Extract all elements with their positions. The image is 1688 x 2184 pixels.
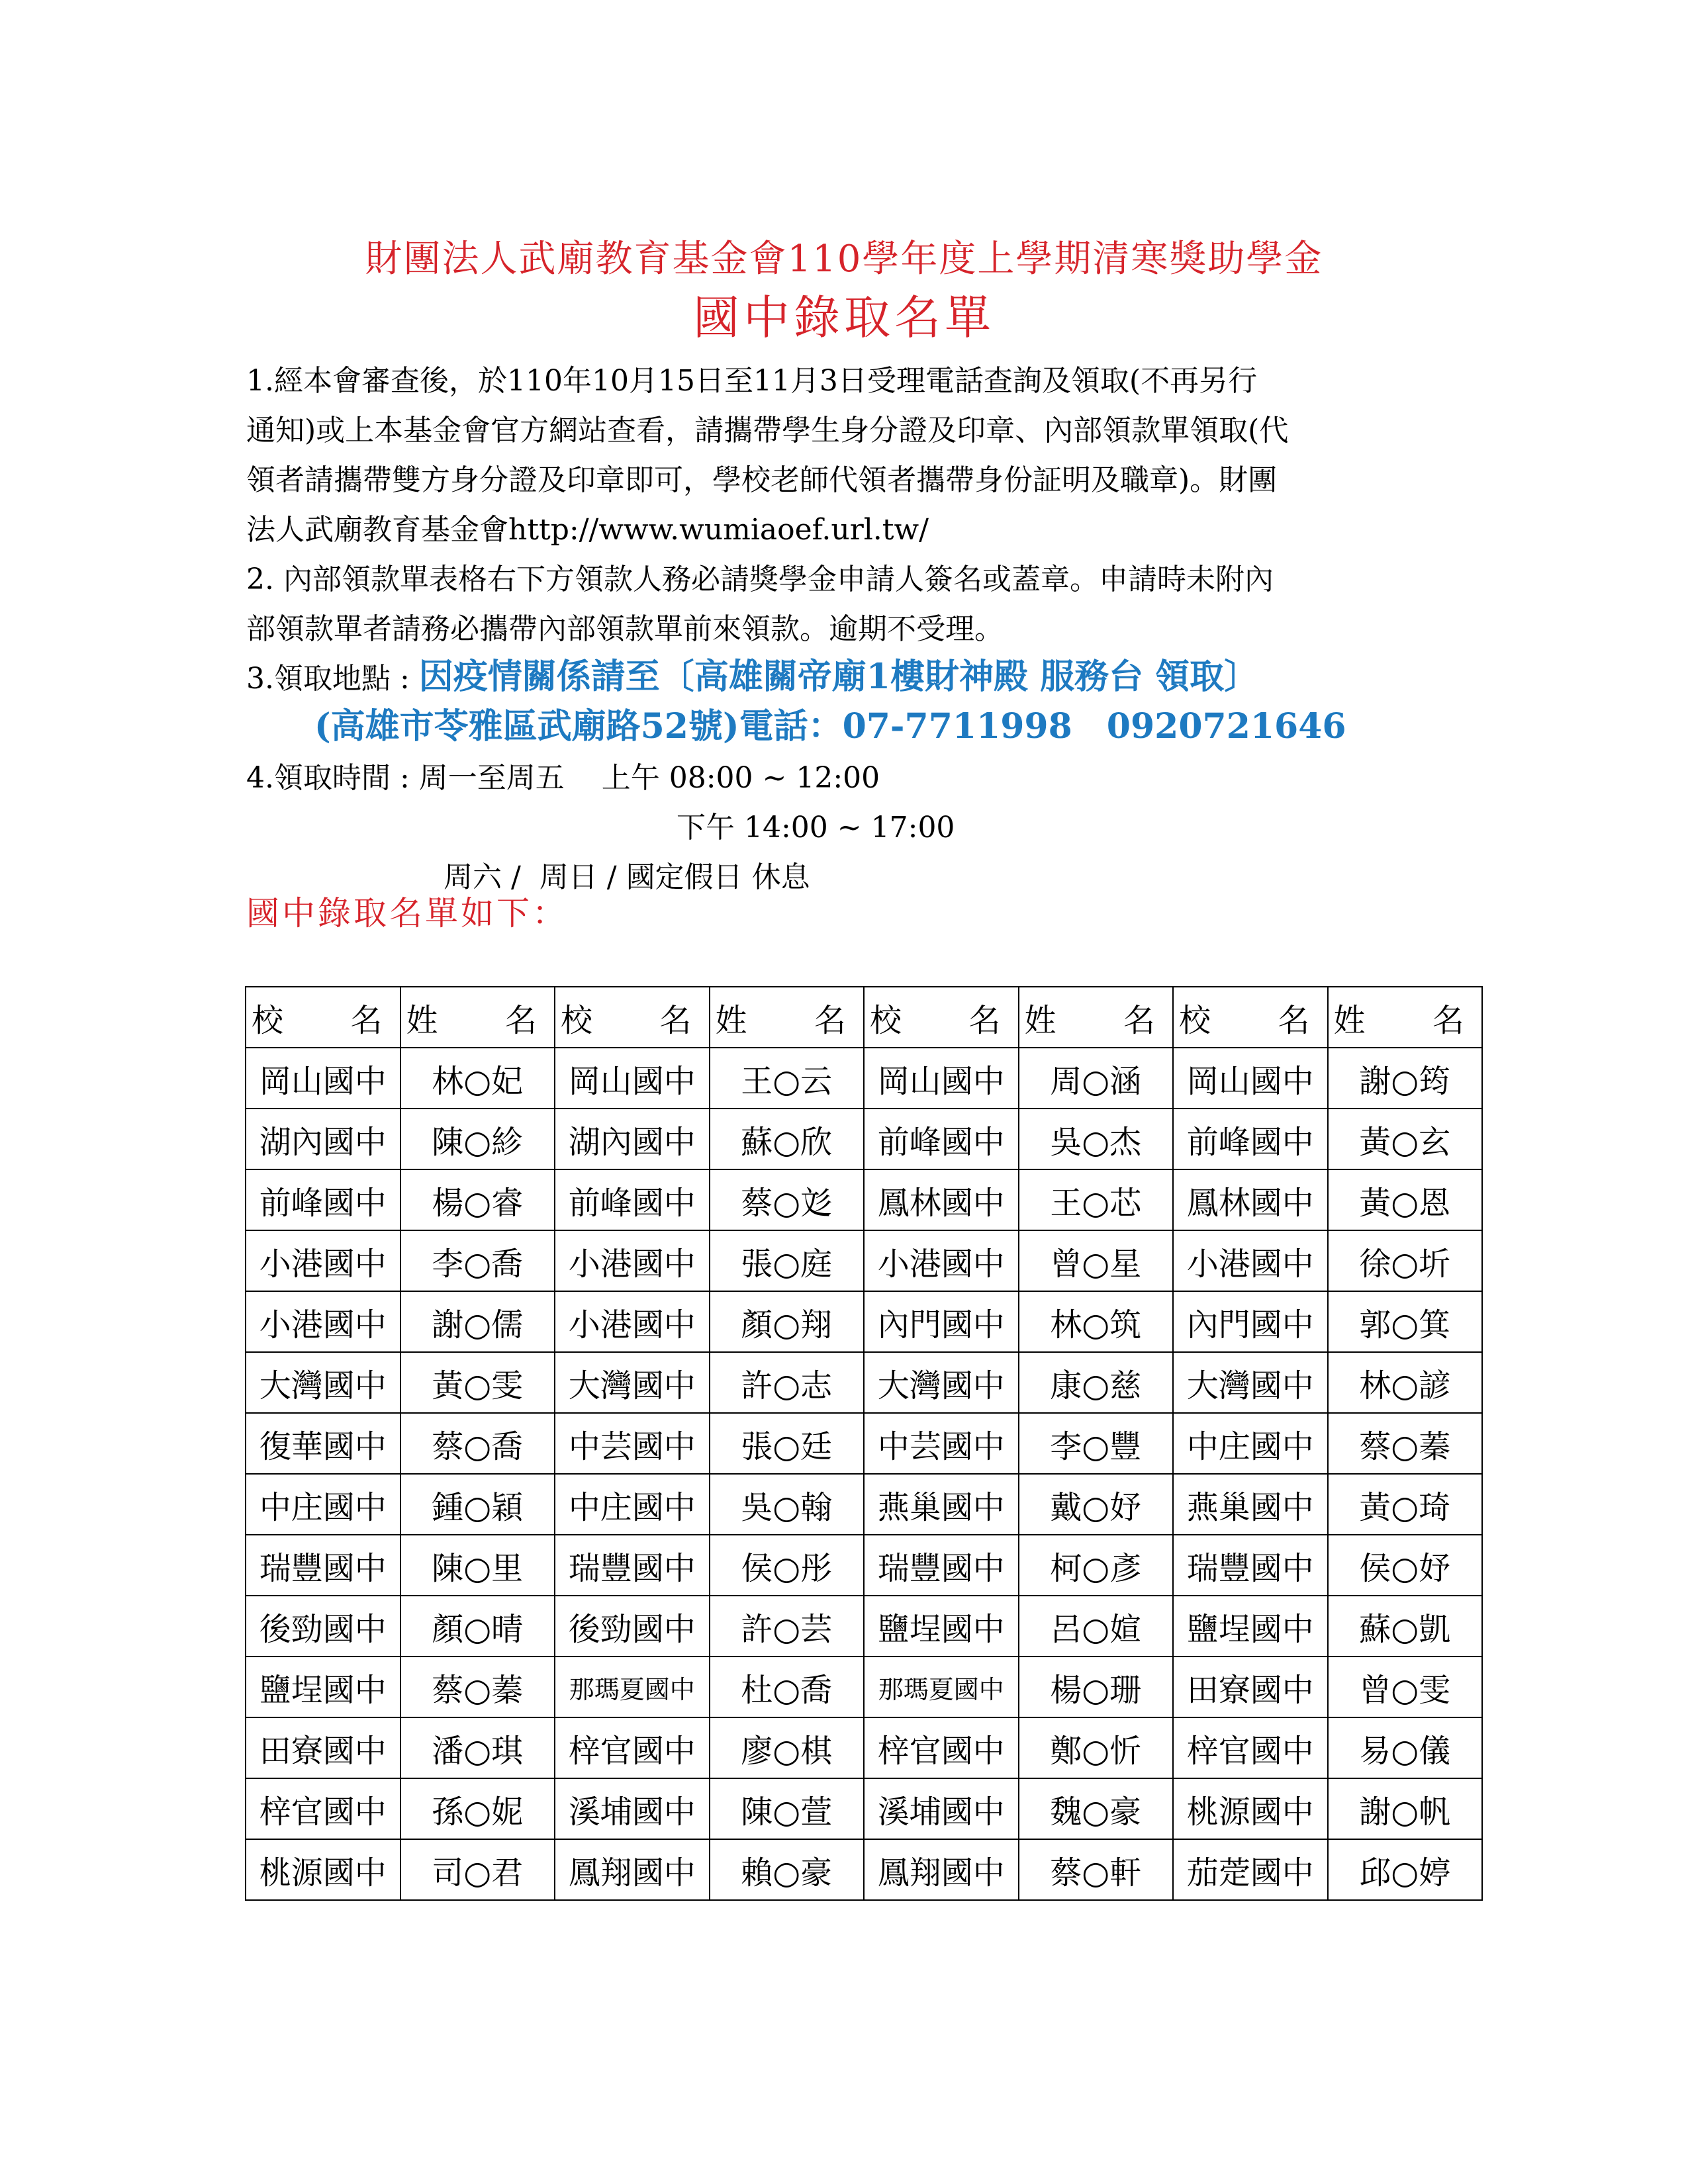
note-2-line-2: 部領款單者請務必攜帶內部領款單前來領款。逾期不受理。 bbox=[246, 612, 1004, 646]
student-name-cell: 吳○杰 bbox=[1019, 1109, 1174, 1169]
table-row bbox=[246, 1778, 1482, 1839]
table-row bbox=[246, 1230, 1482, 1291]
school-cell: 田寮國中 bbox=[1173, 1657, 1328, 1717]
table-row bbox=[246, 1535, 1482, 1596]
school-cell: 大灣國中 bbox=[246, 1352, 400, 1413]
student-name-cell: 蔡○蓁 bbox=[400, 1657, 555, 1717]
note-4-hours-weekday: 4.領取時間 : 周一至周五 上午 08:00 ~ 12:00 bbox=[246, 761, 880, 795]
header-name: 姓名 bbox=[710, 987, 865, 1048]
school-cell: 瑞豐國中 bbox=[555, 1535, 710, 1596]
student-name-cell: 鄭○忻 bbox=[1019, 1717, 1174, 1778]
school-cell: 梓官國中 bbox=[246, 1778, 400, 1839]
note-3-address bbox=[314, 702, 1519, 753]
school-cell: 小港國中 bbox=[864, 1230, 1019, 1291]
school-cell: 那瑪夏國中 bbox=[555, 1657, 710, 1717]
student-name-cell: 吳○翰 bbox=[710, 1474, 865, 1535]
school-cell: 小港國中 bbox=[246, 1230, 400, 1291]
school-cell: 岡山國中 bbox=[864, 1048, 1019, 1109]
document-title: 財團法人武廟教育基金會110學年度上學期清寒獎助學金 bbox=[365, 238, 1323, 281]
school-cell: 岡山國中 bbox=[246, 1048, 400, 1109]
student-name-cell: 王○云 bbox=[710, 1048, 865, 1109]
school-cell: 前峰國中 bbox=[246, 1169, 400, 1230]
student-name-cell: 鍾○穎 bbox=[400, 1474, 555, 1535]
school-cell: 溪埔國中 bbox=[864, 1778, 1019, 1839]
student-name-cell: 林○諺 bbox=[1328, 1352, 1483, 1413]
student-name-cell: 侯○妤 bbox=[1328, 1535, 1483, 1596]
student-name-cell: 徐○圻 bbox=[1328, 1230, 1483, 1291]
school-cell: 燕巢國中 bbox=[1173, 1474, 1328, 1535]
school-cell: 瑞豐國中 bbox=[864, 1535, 1019, 1596]
student-name-cell: 林○筑 bbox=[1019, 1291, 1174, 1352]
school-cell: 梓官國中 bbox=[864, 1717, 1019, 1778]
school-cell: 大灣國中 bbox=[555, 1352, 710, 1413]
student-name-cell: 孫○妮 bbox=[400, 1778, 555, 1839]
school-cell: 小港國中 bbox=[555, 1291, 710, 1352]
student-name-cell: 蔡○彣 bbox=[710, 1169, 865, 1230]
table-row bbox=[246, 1657, 1482, 1717]
school-cell: 後勁國中 bbox=[555, 1596, 710, 1657]
document-subtitle: 國中錄取名單 bbox=[693, 291, 995, 345]
school-cell: 大灣國中 bbox=[1173, 1352, 1328, 1413]
student-name-cell: 李○豐 bbox=[1019, 1413, 1174, 1474]
school-cell: 湖內國中 bbox=[246, 1109, 400, 1169]
student-name-cell: 蔡○軒 bbox=[1019, 1839, 1174, 1900]
school-cell: 鳳翔國中 bbox=[555, 1839, 710, 1900]
note-1-line-3: 領者請攜帶雙方身分證及印章即可，學校老師代領者攜帶身份証明及職章)。財團 bbox=[246, 463, 1278, 497]
note-1-line-2: 通知)或上本基金會官方網站查看，請攜帶學生身分證及印章、內部領款單領取(代 bbox=[246, 414, 1289, 447]
student-name-cell: 林○妃 bbox=[400, 1048, 555, 1109]
student-name-cell: 邱○婷 bbox=[1328, 1839, 1483, 1900]
student-name-cell: 曾○雯 bbox=[1328, 1657, 1483, 1717]
student-name-cell: 杜○喬 bbox=[710, 1657, 865, 1717]
student-name-cell: 楊○珊 bbox=[1019, 1657, 1174, 1717]
student-name-cell: 張○廷 bbox=[710, 1413, 865, 1474]
school-cell: 燕巢國中 bbox=[864, 1474, 1019, 1535]
school-cell: 鹽埕國中 bbox=[1173, 1596, 1328, 1657]
admission-list-table bbox=[245, 986, 1483, 1901]
student-name-cell: 侯○彤 bbox=[710, 1535, 865, 1596]
student-name-cell: 蔡○蓁 bbox=[1328, 1413, 1483, 1474]
student-name-cell: 楊○睿 bbox=[400, 1169, 555, 1230]
student-name-cell: 易○儀 bbox=[1328, 1717, 1483, 1778]
header-school: 校名 bbox=[555, 987, 710, 1048]
student-name-cell: 柯○彥 bbox=[1019, 1535, 1174, 1596]
student-name-cell: 蔡○喬 bbox=[400, 1413, 555, 1474]
note-3-pickup-location bbox=[246, 652, 1451, 704]
school-cell: 大灣國中 bbox=[864, 1352, 1019, 1413]
school-cell: 中庄國中 bbox=[1173, 1413, 1328, 1474]
school-cell: 小港國中 bbox=[1173, 1230, 1328, 1291]
header-name: 姓名 bbox=[400, 987, 555, 1048]
school-cell: 溪埔國中 bbox=[555, 1778, 710, 1839]
school-cell: 梓官國中 bbox=[1173, 1717, 1328, 1778]
student-name-cell: 許○芸 bbox=[710, 1596, 865, 1657]
school-cell: 前峰國中 bbox=[864, 1109, 1019, 1169]
school-cell: 中芸國中 bbox=[555, 1413, 710, 1474]
student-name-cell: 黃○雯 bbox=[400, 1352, 555, 1413]
school-cell: 瑞豐國中 bbox=[1173, 1535, 1328, 1596]
school-cell: 瑞豐國中 bbox=[246, 1535, 400, 1596]
note-1-line-4: 法人武廟教育基金會http://www.wumiaoef.url.tw/ bbox=[246, 513, 929, 547]
student-name-cell: 周○涵 bbox=[1019, 1048, 1174, 1109]
list-heading: 國中錄取名單如下： bbox=[246, 894, 568, 933]
table-row bbox=[246, 1291, 1482, 1352]
student-name-cell: 廖○棋 bbox=[710, 1717, 865, 1778]
student-name-cell: 魏○豪 bbox=[1019, 1778, 1174, 1839]
school-cell: 小港國中 bbox=[246, 1291, 400, 1352]
school-cell: 湖內國中 bbox=[555, 1109, 710, 1169]
school-cell: 小港國中 bbox=[555, 1230, 710, 1291]
student-name-cell: 張○庭 bbox=[710, 1230, 865, 1291]
header-school: 校名 bbox=[1173, 987, 1328, 1048]
school-cell: 後勁國中 bbox=[246, 1596, 400, 1657]
student-name-cell: 顏○晴 bbox=[400, 1596, 555, 1657]
school-cell: 桃源國中 bbox=[246, 1839, 400, 1900]
header-name: 姓名 bbox=[1019, 987, 1174, 1048]
student-name-cell: 陳○里 bbox=[400, 1535, 555, 1596]
student-name-cell: 顏○翔 bbox=[710, 1291, 865, 1352]
student-name-cell: 李○喬 bbox=[400, 1230, 555, 1291]
student-name-cell: 戴○妤 bbox=[1019, 1474, 1174, 1535]
student-name-cell: 許○志 bbox=[710, 1352, 865, 1413]
student-name-cell: 黃○玄 bbox=[1328, 1109, 1483, 1169]
student-name-cell: 黃○恩 bbox=[1328, 1169, 1483, 1230]
school-cell: 內門國中 bbox=[864, 1291, 1019, 1352]
school-cell: 中芸國中 bbox=[864, 1413, 1019, 1474]
school-cell: 茄萣國中 bbox=[1173, 1839, 1328, 1900]
school-cell: 復華國中 bbox=[246, 1413, 400, 1474]
table-row bbox=[246, 1048, 1482, 1109]
student-name-cell: 謝○儒 bbox=[400, 1291, 555, 1352]
school-cell: 那瑪夏國中 bbox=[864, 1657, 1019, 1717]
table-row bbox=[246, 1474, 1482, 1535]
school-cell: 鳳林國中 bbox=[864, 1169, 1019, 1230]
note-3-location-text: 因疫情關係請至〔高雄關帝廟1樓財神殿 服務台 領取〕 bbox=[418, 657, 1259, 697]
student-name-cell: 曾○星 bbox=[1019, 1230, 1174, 1291]
school-cell: 鹽埕國中 bbox=[864, 1596, 1019, 1657]
school-cell: 中庄國中 bbox=[246, 1474, 400, 1535]
student-name-cell: 王○芯 bbox=[1019, 1169, 1174, 1230]
student-name-cell: 陳○萱 bbox=[710, 1778, 865, 1839]
school-cell: 內門國中 bbox=[1173, 1291, 1328, 1352]
student-name-cell: 賴○豪 bbox=[710, 1839, 865, 1900]
table-body bbox=[246, 1048, 1482, 1900]
school-cell: 前峰國中 bbox=[1173, 1109, 1328, 1169]
school-cell: 鳳林國中 bbox=[1173, 1169, 1328, 1230]
table-row bbox=[246, 1596, 1482, 1657]
note-1-line-1: 1.經本會審查後，於110年10月15日至11月3日受理電話查詢及領取(不再另行 bbox=[246, 364, 1258, 398]
table-row bbox=[246, 1109, 1482, 1169]
student-name-cell: 謝○筠 bbox=[1328, 1048, 1483, 1109]
student-name-cell: 郭○箕 bbox=[1328, 1291, 1483, 1352]
table-row bbox=[246, 1352, 1482, 1413]
note-3-address-text: (高雄市苓雅區武廟路52號)電話：07-7711998 0920721646 bbox=[314, 706, 1346, 747]
table-row bbox=[246, 1169, 1482, 1230]
student-name-cell: 蘇○凱 bbox=[1328, 1596, 1483, 1657]
table-row bbox=[246, 1717, 1482, 1778]
school-cell: 鹽埕國中 bbox=[246, 1657, 400, 1717]
school-cell: 鳳翔國中 bbox=[864, 1839, 1019, 1900]
school-cell: 桃源國中 bbox=[1173, 1778, 1328, 1839]
school-cell: 岡山國中 bbox=[1173, 1048, 1328, 1109]
student-name-cell: 呂○媗 bbox=[1019, 1596, 1174, 1657]
school-cell: 前峰國中 bbox=[555, 1169, 710, 1230]
student-name-cell: 黃○琦 bbox=[1328, 1474, 1483, 1535]
note-4-hours-afternoon: 下午 14:00 ~ 17:00 bbox=[677, 811, 955, 844]
note-4-closed-days: 周六 / 周日 / 國定假日 休息 bbox=[444, 860, 810, 894]
student-name-cell: 蘇○欣 bbox=[710, 1109, 865, 1169]
table-row bbox=[246, 1413, 1482, 1474]
school-cell: 岡山國中 bbox=[555, 1048, 710, 1109]
school-cell: 田寮國中 bbox=[246, 1717, 400, 1778]
header-school: 校名 bbox=[864, 987, 1019, 1048]
header-school: 校名 bbox=[246, 987, 400, 1048]
student-name-cell: 潘○琪 bbox=[400, 1717, 555, 1778]
table-row bbox=[246, 1839, 1482, 1900]
header-name: 姓名 bbox=[1328, 987, 1483, 1048]
note-2-line-1: 2. 內部領款單表格右下方領款人務必請獎學金申請人簽名或蓋章。申請時未附內 bbox=[246, 563, 1274, 596]
student-name-cell: 司○君 bbox=[400, 1839, 555, 1900]
school-cell: 梓官國中 bbox=[555, 1717, 710, 1778]
student-name-cell: 康○慈 bbox=[1019, 1352, 1174, 1413]
student-name-cell: 謝○帆 bbox=[1328, 1778, 1483, 1839]
student-name-cell: 陳○紾 bbox=[400, 1109, 555, 1169]
note-3-label: 3.領取地點 : bbox=[246, 662, 419, 696]
school-cell: 中庄國中 bbox=[555, 1474, 710, 1535]
table-header-row bbox=[246, 987, 1482, 1048]
